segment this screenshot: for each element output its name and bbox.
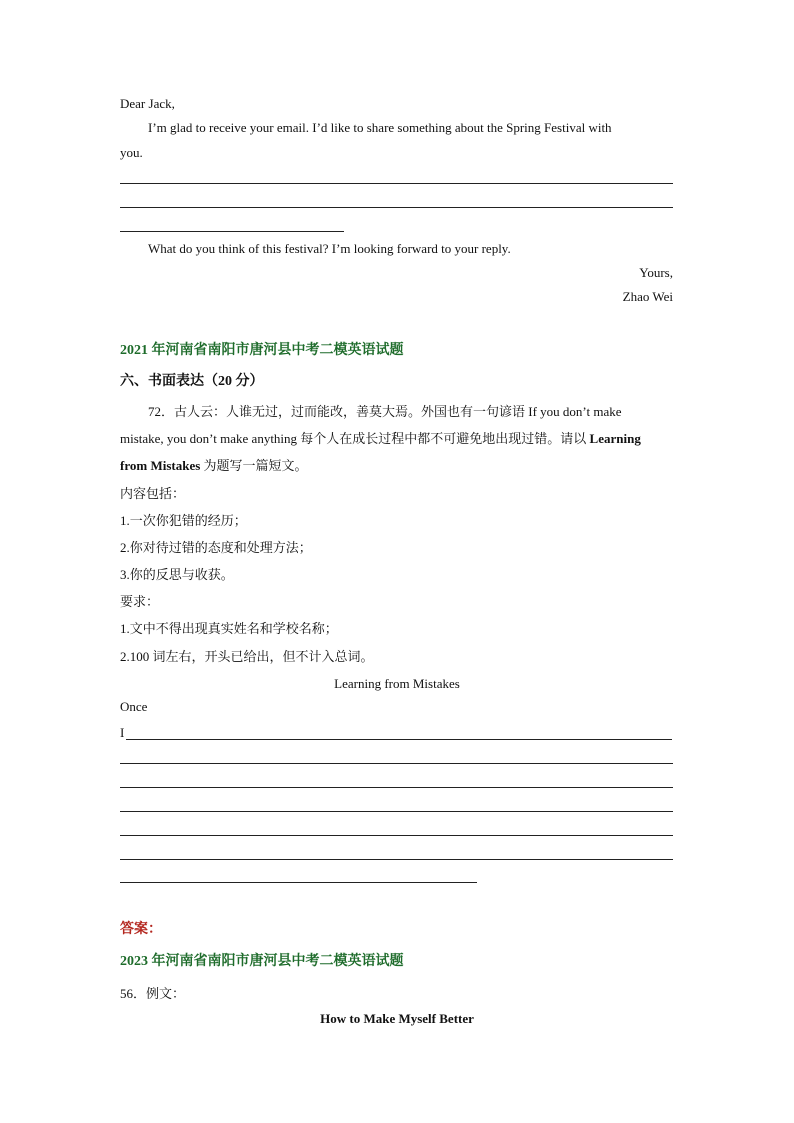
letter-signature: Zhao Wei	[622, 289, 673, 304]
answer-line	[120, 763, 673, 764]
essay-title: Learning from Mistakes	[334, 676, 460, 691]
essay-title-inline: Learning	[589, 431, 641, 446]
answer-line	[120, 787, 673, 788]
content-label: 内容包括：	[120, 486, 186, 501]
exam-title: 2023 年河南省南阳市唐河县中考二模英语试题	[120, 954, 404, 969]
answer-line	[120, 882, 477, 883]
content-item: 1.一次你犯错的经历；	[120, 513, 247, 528]
letter-body-line: I’m glad to receive your email. I’d like to share something about the Spring Festival with	[148, 120, 612, 135]
letter-greeting: Dear Jack,	[120, 96, 175, 111]
essay-title-inline: from Mistakes	[120, 458, 201, 473]
content-item: 2.你对待过错的态度和处理方法；	[120, 540, 312, 555]
essay-line-start: I	[120, 725, 125, 740]
question-text-line: 72．古人云：人谁无过，过而能改，善莫大焉。外国也有一句谚语 If you don’t make	[148, 404, 622, 419]
answer-line	[126, 739, 672, 740]
question-text-line	[120, 430, 641, 448]
exam-title: 2021 年河南省南阳市唐河县中考二模英语试题	[120, 343, 404, 358]
requirements-label: 要求：	[120, 594, 160, 609]
requirement-item: 2.100 词左右，开头已给出，但不计入总词。	[120, 649, 374, 664]
letter-closing-question: What do you think of this festival? I’m looking forward to your reply.	[148, 241, 511, 256]
requirement-item: 1.文中不得出现真实姓名和学校名称；	[120, 621, 338, 636]
answer-line	[120, 231, 344, 232]
answer-line	[120, 835, 673, 836]
part-heading: 六、书面表达（20 分）	[120, 374, 264, 389]
answer-line	[120, 183, 673, 184]
question-number: 56．例文：	[120, 986, 186, 1001]
answer-line	[120, 811, 673, 812]
letter-sign-off: Yours,	[639, 265, 673, 280]
answers-label: 答案：	[120, 922, 162, 937]
content-item: 3.你的反思与收获。	[120, 567, 234, 582]
sample-essay-title: How to Make Myself Better	[320, 1011, 474, 1026]
answer-line	[120, 859, 673, 860]
question-text-line	[120, 457, 308, 475]
answer-line	[120, 207, 673, 208]
question-text-segment: 为题写一篇短文。	[200, 458, 308, 473]
essay-opening-word: Once	[120, 699, 148, 714]
letter-body-line: you.	[120, 145, 143, 160]
question-text-segment: mistake, you don’t make anything 每个人在成长过程中都不可避免地出现过错。请以	[120, 431, 590, 446]
